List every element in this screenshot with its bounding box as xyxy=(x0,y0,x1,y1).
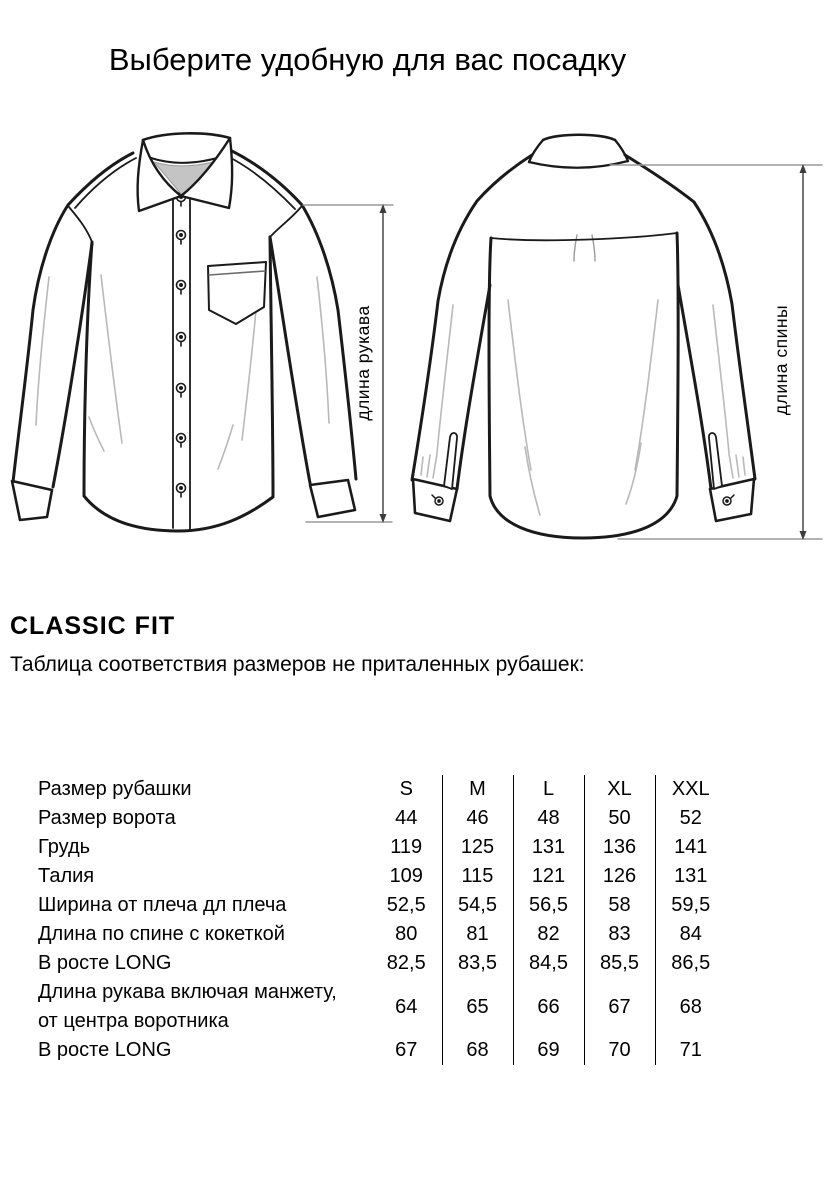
cell-value: 66 xyxy=(513,978,584,1036)
cell-value: 82 xyxy=(513,920,584,949)
cell-value: 69 xyxy=(513,1036,584,1065)
cell-value: 67 xyxy=(584,978,655,1036)
cell-value: 83,5 xyxy=(442,949,513,978)
section-heading: CLASSIC FIT xyxy=(10,612,176,640)
cell-value: 65 xyxy=(442,978,513,1036)
back-cuffs xyxy=(413,479,754,521)
table-row xyxy=(38,949,726,978)
sleeve-length-label: длина рукава xyxy=(353,305,373,421)
cell-value: 46 xyxy=(442,804,513,833)
table-row xyxy=(38,1036,726,1065)
cell-value: 68 xyxy=(655,978,726,1036)
cell-value: 54,5 xyxy=(442,891,513,920)
row-label: Грудь xyxy=(38,836,91,858)
cell-value: 70 xyxy=(584,1036,655,1065)
cell-value: 71 xyxy=(655,1036,726,1065)
section-subtitle: Таблица соответствия размеров не приталенных рубашек: xyxy=(10,653,585,676)
sleeve-length-measure xyxy=(303,204,393,523)
cell-value: 44 xyxy=(395,807,418,829)
front-pocket xyxy=(208,262,266,324)
cell-value: 80 xyxy=(395,923,418,945)
front-placket xyxy=(173,197,190,529)
size-table xyxy=(38,775,726,1065)
back-collar xyxy=(529,135,628,168)
cell-value: S xyxy=(399,778,413,800)
row-label: Талия xyxy=(38,865,95,887)
cell-value: 67 xyxy=(395,1039,418,1061)
back-silhouette xyxy=(412,155,755,538)
cell-value: 126 xyxy=(584,862,655,891)
back-yoke-seam xyxy=(491,233,677,240)
cell-value: 125 xyxy=(442,833,513,862)
cell-value: 136 xyxy=(584,833,655,862)
row-label: Размер ворота xyxy=(38,807,176,829)
cell-value: 48 xyxy=(513,804,584,833)
back-cuff-buttons xyxy=(432,495,734,505)
cell-value: 83 xyxy=(584,920,655,949)
cell-value: 82,5 xyxy=(386,952,426,974)
cell-value: 52 xyxy=(655,804,726,833)
page-title: Выберите удобную для вас посадку xyxy=(108,42,627,77)
cell-value: 59,5 xyxy=(655,891,726,920)
table-row xyxy=(38,891,726,920)
cell-value: 84,5 xyxy=(513,949,584,978)
cell-value: 52,5 xyxy=(386,894,426,916)
cell-value: 56,5 xyxy=(513,891,584,920)
shirt-front-drawing xyxy=(5,125,395,555)
row-label: В росте LONG xyxy=(38,1039,172,1061)
table-row xyxy=(38,920,726,949)
cell-value: 131 xyxy=(655,862,726,891)
cell-value: 115 xyxy=(442,862,513,891)
cell-value: 121 xyxy=(513,862,584,891)
back-sleeve-plackets xyxy=(444,433,722,489)
cell-value: 58 xyxy=(584,891,655,920)
cell-value: 131 xyxy=(513,833,584,862)
size-table-body xyxy=(38,775,726,1065)
table-row xyxy=(38,775,726,804)
cell-value: 85,5 xyxy=(584,949,655,978)
cell-value: 81 xyxy=(442,920,513,949)
cell-value: M xyxy=(442,775,513,804)
cell-value: 50 xyxy=(584,804,655,833)
row-label: В росте LONG xyxy=(38,952,172,974)
cell-value: 119 xyxy=(390,836,423,858)
table-row xyxy=(38,978,726,1036)
table-row xyxy=(38,833,726,862)
shirt-back-drawing xyxy=(405,125,825,555)
row-label: Длина рукава включая манжету, от центра воротника xyxy=(38,981,337,1032)
table-row xyxy=(38,862,726,891)
front-buttons xyxy=(177,193,186,498)
back-length-label: длина спины xyxy=(771,304,791,416)
row-label: Размер рубашки xyxy=(38,778,192,800)
cell-value: L xyxy=(513,775,584,804)
figure-area xyxy=(0,0,825,570)
cell-value: 109 xyxy=(389,865,423,887)
cell-value: 64 xyxy=(395,995,418,1018)
cell-value: 141 xyxy=(655,833,726,862)
cell-value: 86,5 xyxy=(655,949,726,978)
row-label: Длина по спине с кокеткой xyxy=(38,923,285,945)
cell-value: 84 xyxy=(655,920,726,949)
cell-value: XXL xyxy=(655,775,726,804)
row-label: Ширина от плеча дл плеча xyxy=(38,894,287,916)
cell-value: 68 xyxy=(442,1036,513,1065)
table-row xyxy=(38,804,726,833)
cell-value: XL xyxy=(584,775,655,804)
